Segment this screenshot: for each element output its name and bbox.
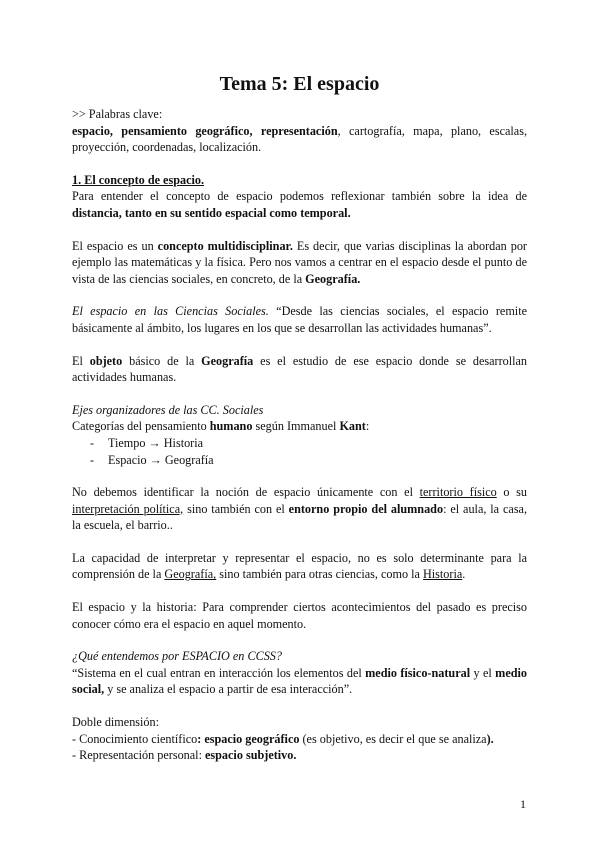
paragraph-capacity: La capacidad de interpretar y representar el espacio, no es solo determinante para la comprensión de la Geografía, sino también para otras ciencias, como la Historia. bbox=[72, 550, 527, 582]
dual-personal: - Representación personal: espacio subjetivo. bbox=[72, 748, 297, 763]
question-heading: ¿Qué entendemos por ESPACIO en CCSS? bbox=[72, 649, 282, 664]
list-item: - Tiempo → Historia bbox=[90, 435, 527, 452]
keywords-bold: espacio, pensamiento geográfico, representación bbox=[72, 123, 338, 138]
section-1-title: 1. El concepto de espacio. bbox=[72, 172, 205, 187]
paragraph-space-history: El espacio y la historia: Para comprender ciertos acontecimientos del pasado es preciso conocer cómo era el espacio en aquel momento. bbox=[72, 600, 527, 631]
paragraph-social-sciences: El espacio en las Ciencias Sociales. “Desde las ciencias sociales, el espacio remite básicamente al ámbito, los lugares en los que se desarrollan las actividades humanas”. bbox=[72, 304, 527, 335]
list-item: - Espacio → Geografía bbox=[90, 452, 527, 469]
paragraph-definition: “Sistema en el cual entran en interacción los elementos del medio físico-natural y el medio social, y se analiza el espacio a partir de esa interacción”. bbox=[72, 665, 527, 697]
axes-title: Ejes organizadores de las CC. Sociales bbox=[72, 402, 264, 417]
keywords-intro: >> Palabras clave: bbox=[72, 107, 163, 121]
dual-title: Doble dimensión: bbox=[72, 715, 159, 730]
paragraph-territory: No debemos identificar la noción de espacio únicamente con el territorio físico o su interpretación política, sino también con el entorno propio del alumnado: el aula, la casa, la escuela, el barrio.. bbox=[72, 485, 528, 533]
page-title: Tema 5: El espacio bbox=[219, 73, 380, 95]
keywords-rest: , cartografía, mapa, plano, escalas, proyección, coordenadas, localización. bbox=[72, 123, 527, 155]
keywords-list bbox=[72, 123, 527, 156]
paragraph-distance: Para entender el concepto de espacio podemos reflexionar también sobre la idea de distancia, tanto en su sentido espacial como temporal. bbox=[72, 189, 527, 220]
axes-line: Categorías del pensamiento humano según Immanuel Kant: bbox=[72, 419, 370, 434]
axes-list bbox=[72, 435, 527, 468]
document-page bbox=[72, 72, 527, 764]
paragraph-multidisciplinary: El espacio es un concepto multidisciplinar. Es decir, que varias disciplinas la abordan por ejemplo las matemáticas y la física. Pero nos vamos a centrar en el espacio desde el punto de vista de las ciencias sociales, en concreto, de la Geografía. bbox=[72, 238, 527, 286]
paragraph-object: El objeto básico de la Geografía es el estudio de ese espacio donde se desarrollan actividades humanas. bbox=[72, 353, 527, 385]
page-number: 1 bbox=[520, 797, 526, 811]
dual-scientific: - Conocimiento científico: espacio geográfico (es objetivo, es decir el que se analiza). bbox=[72, 731, 494, 746]
